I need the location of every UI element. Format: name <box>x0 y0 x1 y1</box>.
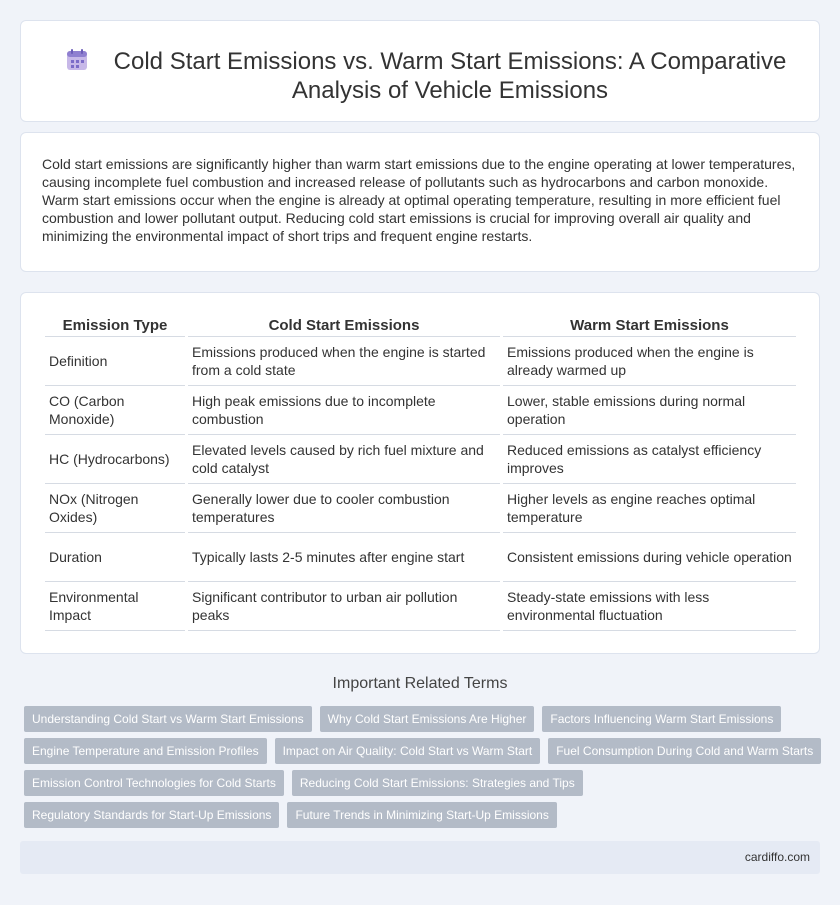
table-cell: Emissions produced when the engine is started from a cold state <box>188 337 500 386</box>
column-header: Warm Start Emissions <box>503 315 796 337</box>
related-terms-heading: Important Related Terms <box>332 675 508 692</box>
table-cell: Generally lower due to cooler combustion temperatures <box>188 484 500 533</box>
table-header-row <box>45 315 796 337</box>
related-terms-row <box>24 770 583 796</box>
calendar-icon <box>65 48 89 72</box>
related-term-tag[interactable]: Why Cold Start Emissions Are Higher <box>320 706 535 732</box>
table-cell: Duration <box>45 533 185 582</box>
footer-site-link[interactable]: cardiffo.com <box>744 850 810 864</box>
comparison-table-card <box>20 292 820 654</box>
table-cell: Definition <box>45 337 185 386</box>
table-cell: Reduced emissions as catalyst efficiency improves <box>503 435 796 484</box>
related-term-tag[interactable]: Impact on Air Quality: Cold Start vs Warm Start <box>275 738 541 764</box>
table-cell: NOx (Nitrogen Oxides) <box>45 484 185 533</box>
related-terms-row <box>24 738 821 764</box>
table-cell: Elevated levels caused by rich fuel mixture and cold catalyst <box>188 435 500 484</box>
comparison-table <box>42 315 799 631</box>
table-row <box>45 533 796 582</box>
related-term-tag[interactable]: Regulatory Standards for Start-Up Emissions <box>24 802 279 828</box>
intro-card <box>20 132 820 272</box>
related-term-tag[interactable]: Factors Influencing Warm Start Emissions <box>542 706 781 732</box>
related-term-tag[interactable]: Reducing Cold Start Emissions: Strategies and Tips <box>292 770 583 796</box>
related-term-tag[interactable]: Emission Control Technologies for Cold Starts <box>24 770 284 796</box>
column-header: Cold Start Emissions <box>188 315 500 337</box>
table-cell: Typically lasts 2-5 minutes after engine start <box>188 533 500 582</box>
table-cell: Lower, stable emissions during normal operation <box>503 386 796 435</box>
table-cell: Emissions produced when the engine is already warmed up <box>503 337 796 386</box>
related-term-tag[interactable]: Understanding Cold Start vs Warm Start Emissions <box>24 706 312 732</box>
table-row <box>45 435 796 484</box>
table-row <box>45 386 796 435</box>
table-cell: CO (Carbon Monoxide) <box>45 386 185 435</box>
related-term-tag[interactable]: Fuel Consumption During Cold and Warm Starts <box>548 738 821 764</box>
footer <box>20 841 820 874</box>
table-cell: High peak emissions due to incomplete combustion <box>188 386 500 435</box>
table-row <box>45 484 796 533</box>
table-row <box>45 337 796 386</box>
related-term-tag[interactable]: Engine Temperature and Emission Profiles <box>24 738 267 764</box>
table-cell: Environmental Impact <box>45 582 185 631</box>
table-row <box>45 582 796 631</box>
related-terms-row <box>24 706 781 732</box>
related-terms-row <box>24 802 557 828</box>
column-header: Emission Type <box>45 315 185 337</box>
table-cell: Higher levels as engine reaches optimal temperature <box>503 484 796 533</box>
table-cell: Significant contributor to urban air pollution peaks <box>188 582 500 631</box>
related-term-tag[interactable]: Future Trends in Minimizing Start-Up Emissions <box>287 802 556 828</box>
title-card <box>20 20 820 122</box>
page-title: Cold Start Emissions vs. Warm Start Emissions: A Comparative Analysis of Vehicle Emissions <box>113 48 787 104</box>
table-cell: HC (Hydrocarbons) <box>45 435 185 484</box>
table-cell: Consistent emissions during vehicle operation <box>503 533 796 582</box>
intro-paragraph: Cold start emissions are significantly higher than warm start emissions due to the engine operating at lower temperatures, causing incomplete fuel combustion and increased release of pollutants such as hydrocarbons and carbon monoxide. Warm start emissions occur when the engine is already at optimal operating temperature, resulting in more efficient fuel combustion and lower pollutant output. Reducing cold start emissions is crucial for improving overall air quality and minimizing the environmental impact of short trips and frequent engine restarts. <box>42 156 796 244</box>
table-cell: Steady-state emissions with less environmental fluctuation <box>503 582 796 631</box>
